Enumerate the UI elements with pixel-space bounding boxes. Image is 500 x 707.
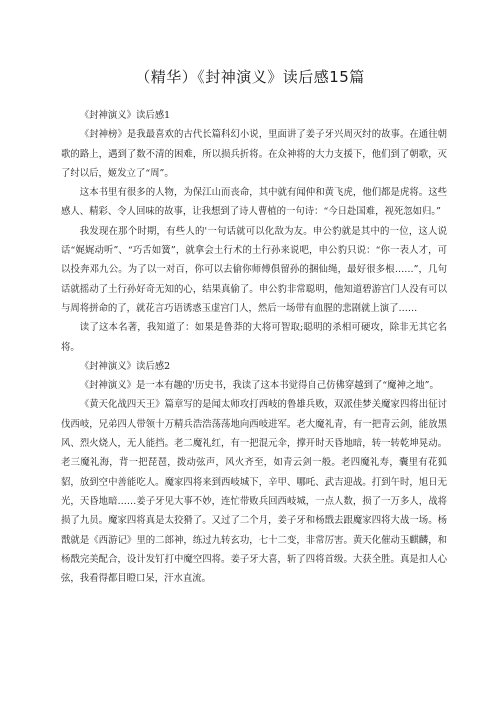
paragraph: 《封神演义》是一本有趣的'历史书，我读了这本书觉得自己仿佛穿越到了“魔神之地”。 xyxy=(79,380,439,392)
section-heading-2: 《封神演义》读后感2 xyxy=(79,360,171,372)
paragraph: 我发现在那个时期，有些人的'一句话就可以化敌为友。申公豹就是其中的一位，这人说话“娓娓动听”、“巧舌如簧”，就拿会土行术的土行孙来说吧，申公豹只说：“你一表人才，可以投奔邓九公。为了以一对百，你可以去偷你师傅俱留孙的捆仙绳，最好很多根……”，几句话就摇动了土行孙好奇无知的心，结果真偷了。申公豹非常聪明，他知道碧游宫门人没有可以与周将拼命的了，就花言巧语诱惑玉虚宫门人，然后一场带有血腥的悲剧就上演了…… xyxy=(61,225,447,314)
paragraph: 读了这本名著，我知道了：如果是鲁莽的大将可智取;聪明的杀相可硬攻，除非无其它名将。 xyxy=(61,322,447,353)
section-heading-1: 《封神演义》读后感1 xyxy=(79,110,171,121)
paragraph: 这本书里有很多的人物，为保江山而丧命，其中就有闻仲和黄飞虎，他们都是虎将。这些感人、精彩、令人回味的故事，让我想到了诗人曹植的一句诗：“今日赴国难，视死忽如归。” xyxy=(61,187,447,218)
document-body xyxy=(61,106,447,588)
paragraph: 《黄天化战四天王》篇章写的是闻太师攻打西岐的鲁雄兵败，双派佳梦关魔家四将出征讨伐西岐，兄弟四人带领十万精兵浩浩荡荡地向西岐进军。老大魔礼青，有一把青云剑，能放黑风、烈火烧人，无人能挡。老二魔礼红，有一把混元伞，撑开时天昏地暗，转一转乾坤晃动。老三魔礼海，背一把琵琶，拨动弦声，风火齐至，如青云剑一般。老四魔礼寿，囊里有花狐貂，放到空中善能吃人。魔家四将来到西岐城下，辛甲、哪吒、武吉迎战。打到午时，旭日无光，天昏地暗……姜子牙见大事不妙，连忙带败兵回西岐城，一点人数，损了一万多人，战将损了九员。魔家四将真是太狡猾了。又过了二个月，姜子牙和杨戬去跟魔家四将大战一场。杨戬就是《西游记》里的二郎神，练过九转玄功，七十二变，非常厉害。黄天化催动玉麒麟，和杨戬完美配合，设计发钉打中魔空四将。姜子牙大喜，斩了四将首级。大获全胜。真是扣人心弦，我看得都目瞪口呆，汗水直流。 xyxy=(61,399,447,585)
document-title: （精华）《封神演义》读后感15篇 xyxy=(135,68,365,86)
paragraph: 《封神榜》是我最喜欢的古代长篇科幻小说，里面讲了姜子牙兴周灭纣的故事。在通往朝歌的路上，遇到了数不清的困难，所以损兵折将。在众神将的大力支援下，他们到了朝歌，灭了纣以后，姬发立了“周”。 xyxy=(61,129,447,179)
